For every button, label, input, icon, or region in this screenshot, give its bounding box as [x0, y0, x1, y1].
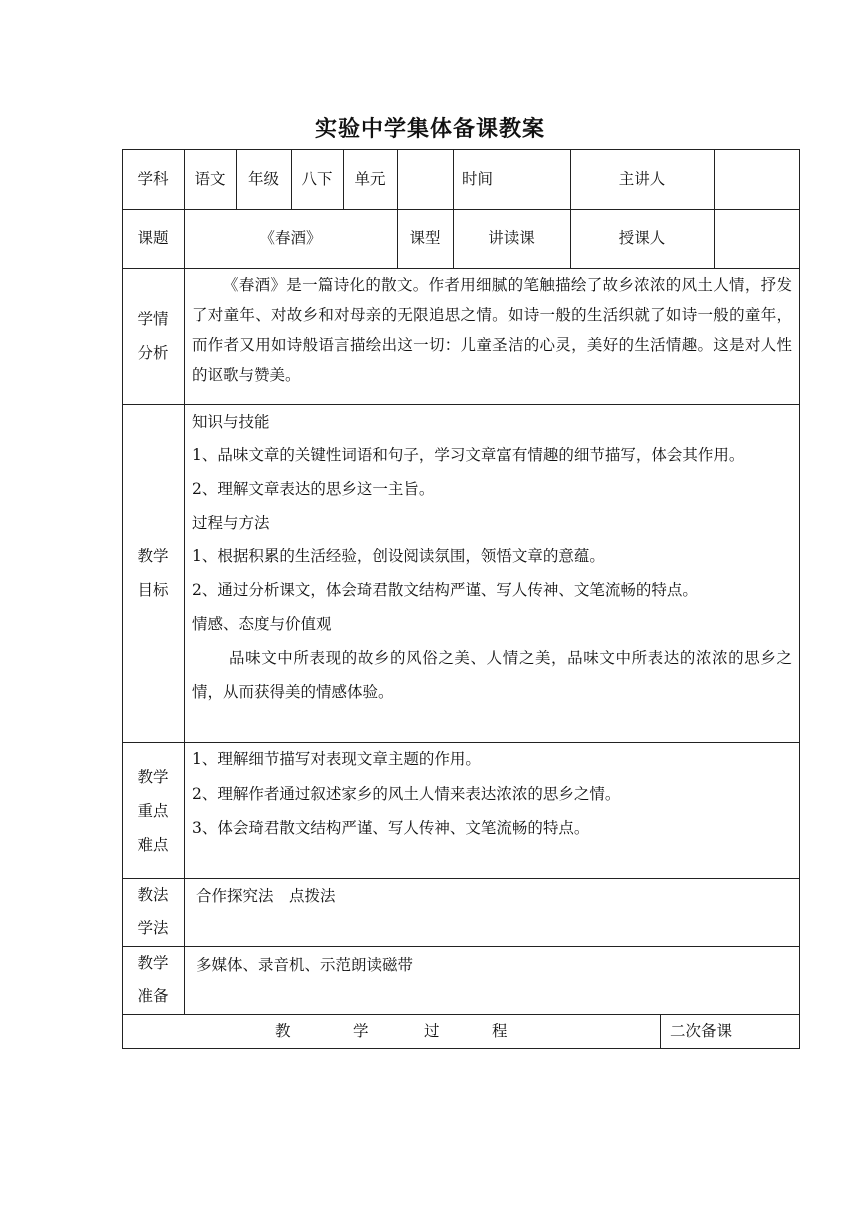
knowledge-heading: 知识与技能: [192, 413, 270, 431]
key-point-item: 3、体会琦君散文结构严谨、写人传神、文笔流畅的特点。: [192, 819, 590, 837]
grade-label: 年级: [247, 170, 279, 188]
subject-value: 语文: [194, 170, 226, 188]
key-points-label: 教学 重点 难点: [137, 768, 169, 854]
subject-label: 学科: [137, 170, 169, 188]
key-point-item: 2、理解作者通过叙述家乡的风土人情来表达浓浓的思乡之情。: [192, 785, 621, 803]
process-char: 过: [424, 1022, 440, 1040]
methods-text: 合作探究法 点拨法: [196, 887, 336, 905]
preparation-label: 教学 准备: [137, 954, 169, 1005]
process-char: 程: [492, 1022, 508, 1040]
emotion-text: 品味文中所表现的故乡的风俗之美、人情之美，品味文中所表达的浓浓的思乡之情，从而获得美的情感体验。: [192, 649, 792, 701]
methods-label: 教法 学法: [137, 886, 169, 937]
process-char: 教: [275, 1022, 291, 1040]
unit-label: 单元: [354, 170, 386, 188]
grade-value: 八下: [301, 170, 333, 188]
lesson-type-value: 讲读课: [488, 229, 535, 247]
process-heading: 过程与方法: [192, 514, 270, 532]
preparation-text: 多媒体、录音机、示范朗读磁带: [196, 956, 414, 974]
knowledge-item-1: 1、品味文章的关键性词语和句子，学习文章富有情趣的细节描写，体会其作用。: [192, 446, 745, 464]
lesson-type-label: 课型: [409, 229, 441, 247]
speaker-label: 主讲人: [618, 170, 666, 188]
analysis-text: 《春酒》是一篇诗化的散文。作者用细腻的笔触描绘了故乡浓浓的风土人情，抒发了对童年、对故乡和对母亲的无限追思之情。如诗一般的生活织就了如诗一般的童年，而作者又用如诗般语言描绘出这一切：儿童圣洁的心灵，美好的生活情趣。这是对人性的讴歌与赞美。: [192, 276, 792, 384]
topic-label: 课题: [137, 229, 169, 247]
analysis-label: 学情 分析: [137, 310, 169, 362]
knowledge-item-2: 2、理解文章表达的思乡这一主旨。: [192, 480, 435, 498]
second-prep-label: 二次备课: [670, 1022, 733, 1040]
key-point-item: 1、理解细节描写对表现文章主题的作用。: [192, 750, 481, 768]
page-title: 实验中学集体备课教案: [314, 117, 545, 142]
time-label: 时间: [462, 170, 494, 188]
goals-label: 教学 目标: [137, 547, 169, 599]
emotion-heading: 情感、态度与价值观: [192, 615, 332, 633]
process-char: 学: [353, 1022, 369, 1040]
process-item-1: 1、根据积累的生活经验，创设阅读氛围，领悟文章的意蕴。: [192, 547, 605, 565]
teacher-label: 授课人: [618, 229, 666, 247]
process-item-2: 2、通过分析课文，体会琦君散文结构严谨、写人传神、文笔流畅的特点。: [192, 581, 698, 599]
topic-value: 《春酒》: [259, 229, 322, 247]
